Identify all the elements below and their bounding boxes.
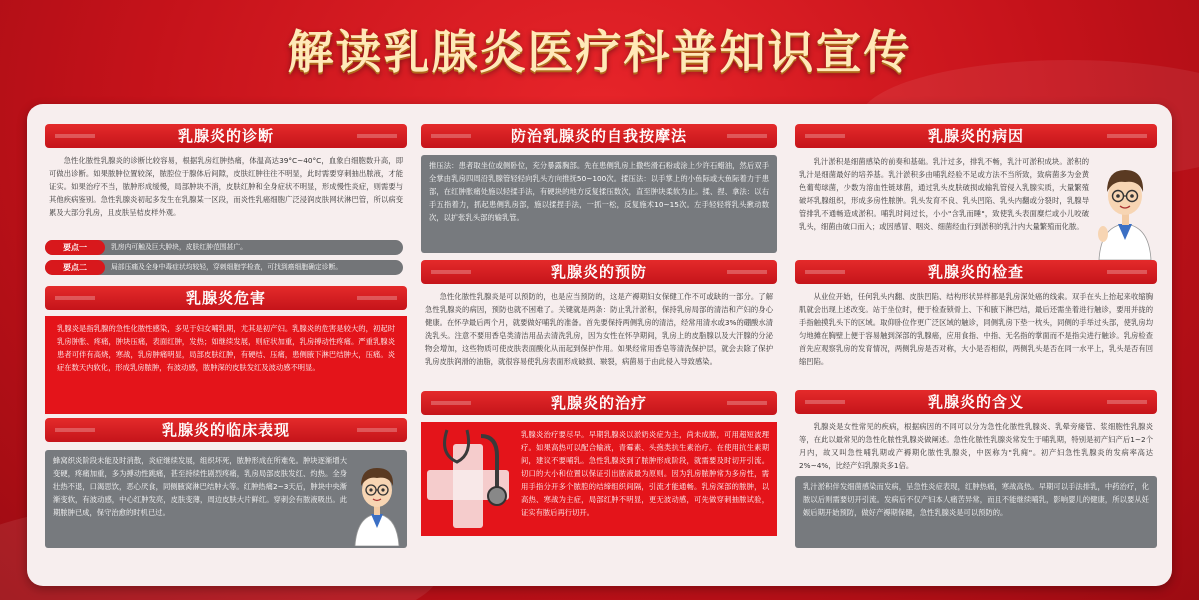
diagnosis-point-1 [45, 240, 403, 255]
point-tag: 要点一 [45, 240, 105, 255]
massage-header: 防治乳腺炎的自我按摩法 [421, 124, 777, 148]
point-tag: 要点二 [45, 260, 105, 275]
point-text: 局部压痛及全身中毒症状均较轻，穿刺细胞学检查，可找到癌细胞确定诊断。 [111, 263, 343, 271]
exam-body: 从业位开始，任何乳头内翻、皮肤凹陷、结构形状异样都是乳房深处癌的线索。双手在头上抬起来收缩胸肌就会出现上述改变。站于坐位时，便于检查锁骨上、下和腋下淋巴结，最后还需坐着进行触诊，要用并拢的手指触摸乳头下的区域。取仰卧位作更广泛区域的触诊，同侧乳房下垫一枕头，同侧的手举过头部，使乳房均匀地摊在胸壁上便于容易触到深部的乳腺癌，应用食指、中指、无名指的掌面而不是指尖进行触诊。乳房检查首先应观察乳房的发育情况，两侧乳房是否对称，大小是否相似，两侧乳头是否在同一水平上，乳头是否有回缩凹陷。 [799, 292, 1153, 366]
hazard-header: 乳腺炎危害 [45, 286, 407, 310]
treatment-body: 乳腺炎治疗要尽早。早期乳腺炎以淤奶炎症为主，尚未成脓，可用超短波理疗。如果高热可以配合输液，青霉素、头孢类抗生素治疗。在使用抗生素期间，建议不要哺乳。急性乳腺炎到了脓肿形成阶段，就需要及时切开引流。切口的大小和位置以保证引出脓液最为原则。因为乳房脓肿常为多房性，需用手指分开多个脓腔的结缔组织间隔，引流才能通畅。乳房深部的脓肿，以高热、寒战为主症，局部红肿不明显，更无波动感，可先做穿刺抽脓试验，证实有脓后再行切开。 [421, 422, 777, 536]
hazard-body: 乳腺炎是指乳腺的急性化脓性感染，多见于妇女哺乳期，尤其是初产妇。乳腺炎的危害是较大的，初起时乳房肿胀、疼痛，肿块压痛，表面红肿，发热；如继续发展，则症状加重，乳房搏动性疼痛。严重乳腺炎患者可伴有高烧，寒战，乳房肿痛明显，局部皮肤红肿，有硬结、压痛，患侧腋下淋巴结肿大，压痛。炎症在数天内软化，形成乳房脓肿，有波动感，脓肿深的皮肤发红及波动感不明显。 [45, 316, 407, 414]
meaning-box: 乳汁淤积伴发细菌感染而发病，呈急性炎症表现，红肿热痛，寒战高热。早期可以手法排乳，中药治疗，化脓以后则需要切开引流。发病后不仅产妇本人痛苦异常，而且不能继续哺乳，影响婴儿的健康，所以要从妊娠后期开始预防，做好产褥期保健，急性乳腺炎是可以预防的。 [795, 476, 1157, 548]
prevention-header: 乳腺炎的预防 [421, 260, 777, 284]
diagnosis-header: 乳腺炎的诊断 [45, 124, 407, 148]
doctor-illustration-icon [1095, 156, 1155, 260]
meaning-body: 乳腺炎是女性常见的疾病，根据病因的不同可以分为急性化脓性乳腺炎、乳晕旁瘘管、浆细胞性乳腺炎等，在此以最常见的急性化脓性乳腺炎做阐述。急性化脓性乳腺炎常发生于哺乳期，特别是初产妇产后1~2个月内，故又叫急性哺乳期或产褥期化脓性乳腺炎，中医称为"乳痈"。初产妇急性乳腺炎的发病率高达2%~4%，比经产妇乳腺炎多1倍。 [799, 422, 1153, 470]
clinical-body: 蜂窝织炎阶段未能及时消散，炎症继续发展，组织坏死，脓肿形成在所难免。肿块逐渐增大变硬，疼痛加重，多为搏动性跳痛，甚至持续性剧烈疼痛，乳房局部皮肤发红、灼热。全身壮热不退，口渴思饮，恶心厌食，同侧腋窝淋巴结肿大等。红肿热痛2~3天后，肿块中央渐渐变软，有波动感，中心红肿发亮，皮肤变薄，周边皮肤大片鲜红。穿刺会有脓液吸出。此期脓肿已成，保守治愈的时机已过。 [45, 450, 407, 548]
point-text: 乳房内可触及巨大肿块，皮肤红肿范围甚广。 [111, 243, 247, 251]
page-title: 解读乳腺炎医疗科普知识宣传 [287, 25, 912, 79]
treatment-header: 乳腺炎的治疗 [421, 391, 777, 415]
cause-body: 乳汁淤积是细菌感染的前奏和基础。乳汁过多，排乳不畅，乳汁可淤积成块。淤积的乳汁是细菌最好的培养基。乳汁淤积多由哺乳经验不足或方法不当所致，致病菌多为金黄色葡萄球菌，少数为溶血性链球菌，通过乳头皮肤破损或输乳管侵入乳腺实质，大量繁殖破坏乳腺组织，形成多房性脓肿。乳头发育不良、乳头凹陷、乳头内翻或分裂时，乳腺导管排乳不通畅造成淤积。哺乳时间过长，小小"含乳而睡"，致使乳头表面糜烂或小儿咬破乳头，细菌由破口而入；或因感冒、咽炎、细菌经血行到淤积的乳汁内大量繁殖而化脓。 [799, 157, 1089, 231]
meaning-header: 乳腺炎的含义 [795, 390, 1157, 414]
diagnosis-body: 急性化脓性乳腺炎的诊断比较容易，根据乳房红肿热痛，体温高达39°C~40°C，血象白细胞数升高，即可做出诊断。如果脓肿位置较深，脓腔位于腺体后间隙，皮肤红肿往往不明显，此时需要穿刺抽出脓液，才能证实。如果治疗不当，脓肿形成缓慢，局部肿块不消，皮肤红肿和全身症状不明显，形成慢性炎症，则需要与其他疾病鉴别。急性乳腺炎初起多发生在乳腺某一区段，而炎性乳癌细胞广泛浸润皮肤网状淋巴管，所以病变累及大部分乳房，且皮肤呈桔皮样外观。 [49, 156, 403, 217]
diagnosis-point-2 [45, 260, 403, 275]
content-panel [27, 104, 1172, 586]
prevention-body: 急性化脓性乳腺炎是可以预防的，也是应当预防的，这是产褥期妇女保健工作不可或缺的一部分。了解急性乳腺炎的病因，预防也就不困难了。关键就是两条：防止乳汁淤积，保持乳房局部的清洁和产妇的身心健康。在怀孕最后两个月，就要做好哺乳的准备。首先要保持两侧乳房的清洁，经常用清水或3%的硼酸水清洗乳头。注意不要用香皂类清洁用品去清洗乳房，因为女性在怀孕期间，乳房上的皮脂腺以及大汗腺的分泌物会增加，这些物质可使皮肤表面酸化从而起到保护作用。如果经常用香皂等清洗保护层，就会去除了保护乳房皮肤润滑的油脂，就很容易使乳房表面形成破损、皲裂，病菌易于由此侵入导致感染。 [425, 292, 773, 366]
doctor-illustration-icon [351, 454, 403, 546]
massage-body: 推压法：患者取坐位或侧卧位，充分暴露胸部。先在患侧乳房上撒些滑石粉或涂上少许石蜡油，然后双手全掌由乳房四周沿乳腺管轻轻向乳头方向推抚50~100次。揉压法：以手掌上的小鱼际或大鱼际着力于患部，在红肿胀痛处施以轻揉手法，有硬块的地方反复揉压数次，直至肿块柔软为止。揉、捏、拿法：以右手五指着力，抓起患侧乳房部，施以揉捏手法，一抓一松，反复施术10~15次。左手轻轻将乳头揪动数次，以扩张乳头部的输乳管。 [421, 155, 777, 253]
medical-cross-stethoscope-icon [427, 426, 519, 532]
clinical-header: 乳腺炎的临床表现 [45, 418, 407, 442]
exam-header: 乳腺炎的检查 [795, 260, 1157, 284]
cause-header: 乳腺炎的病因 [795, 124, 1157, 148]
